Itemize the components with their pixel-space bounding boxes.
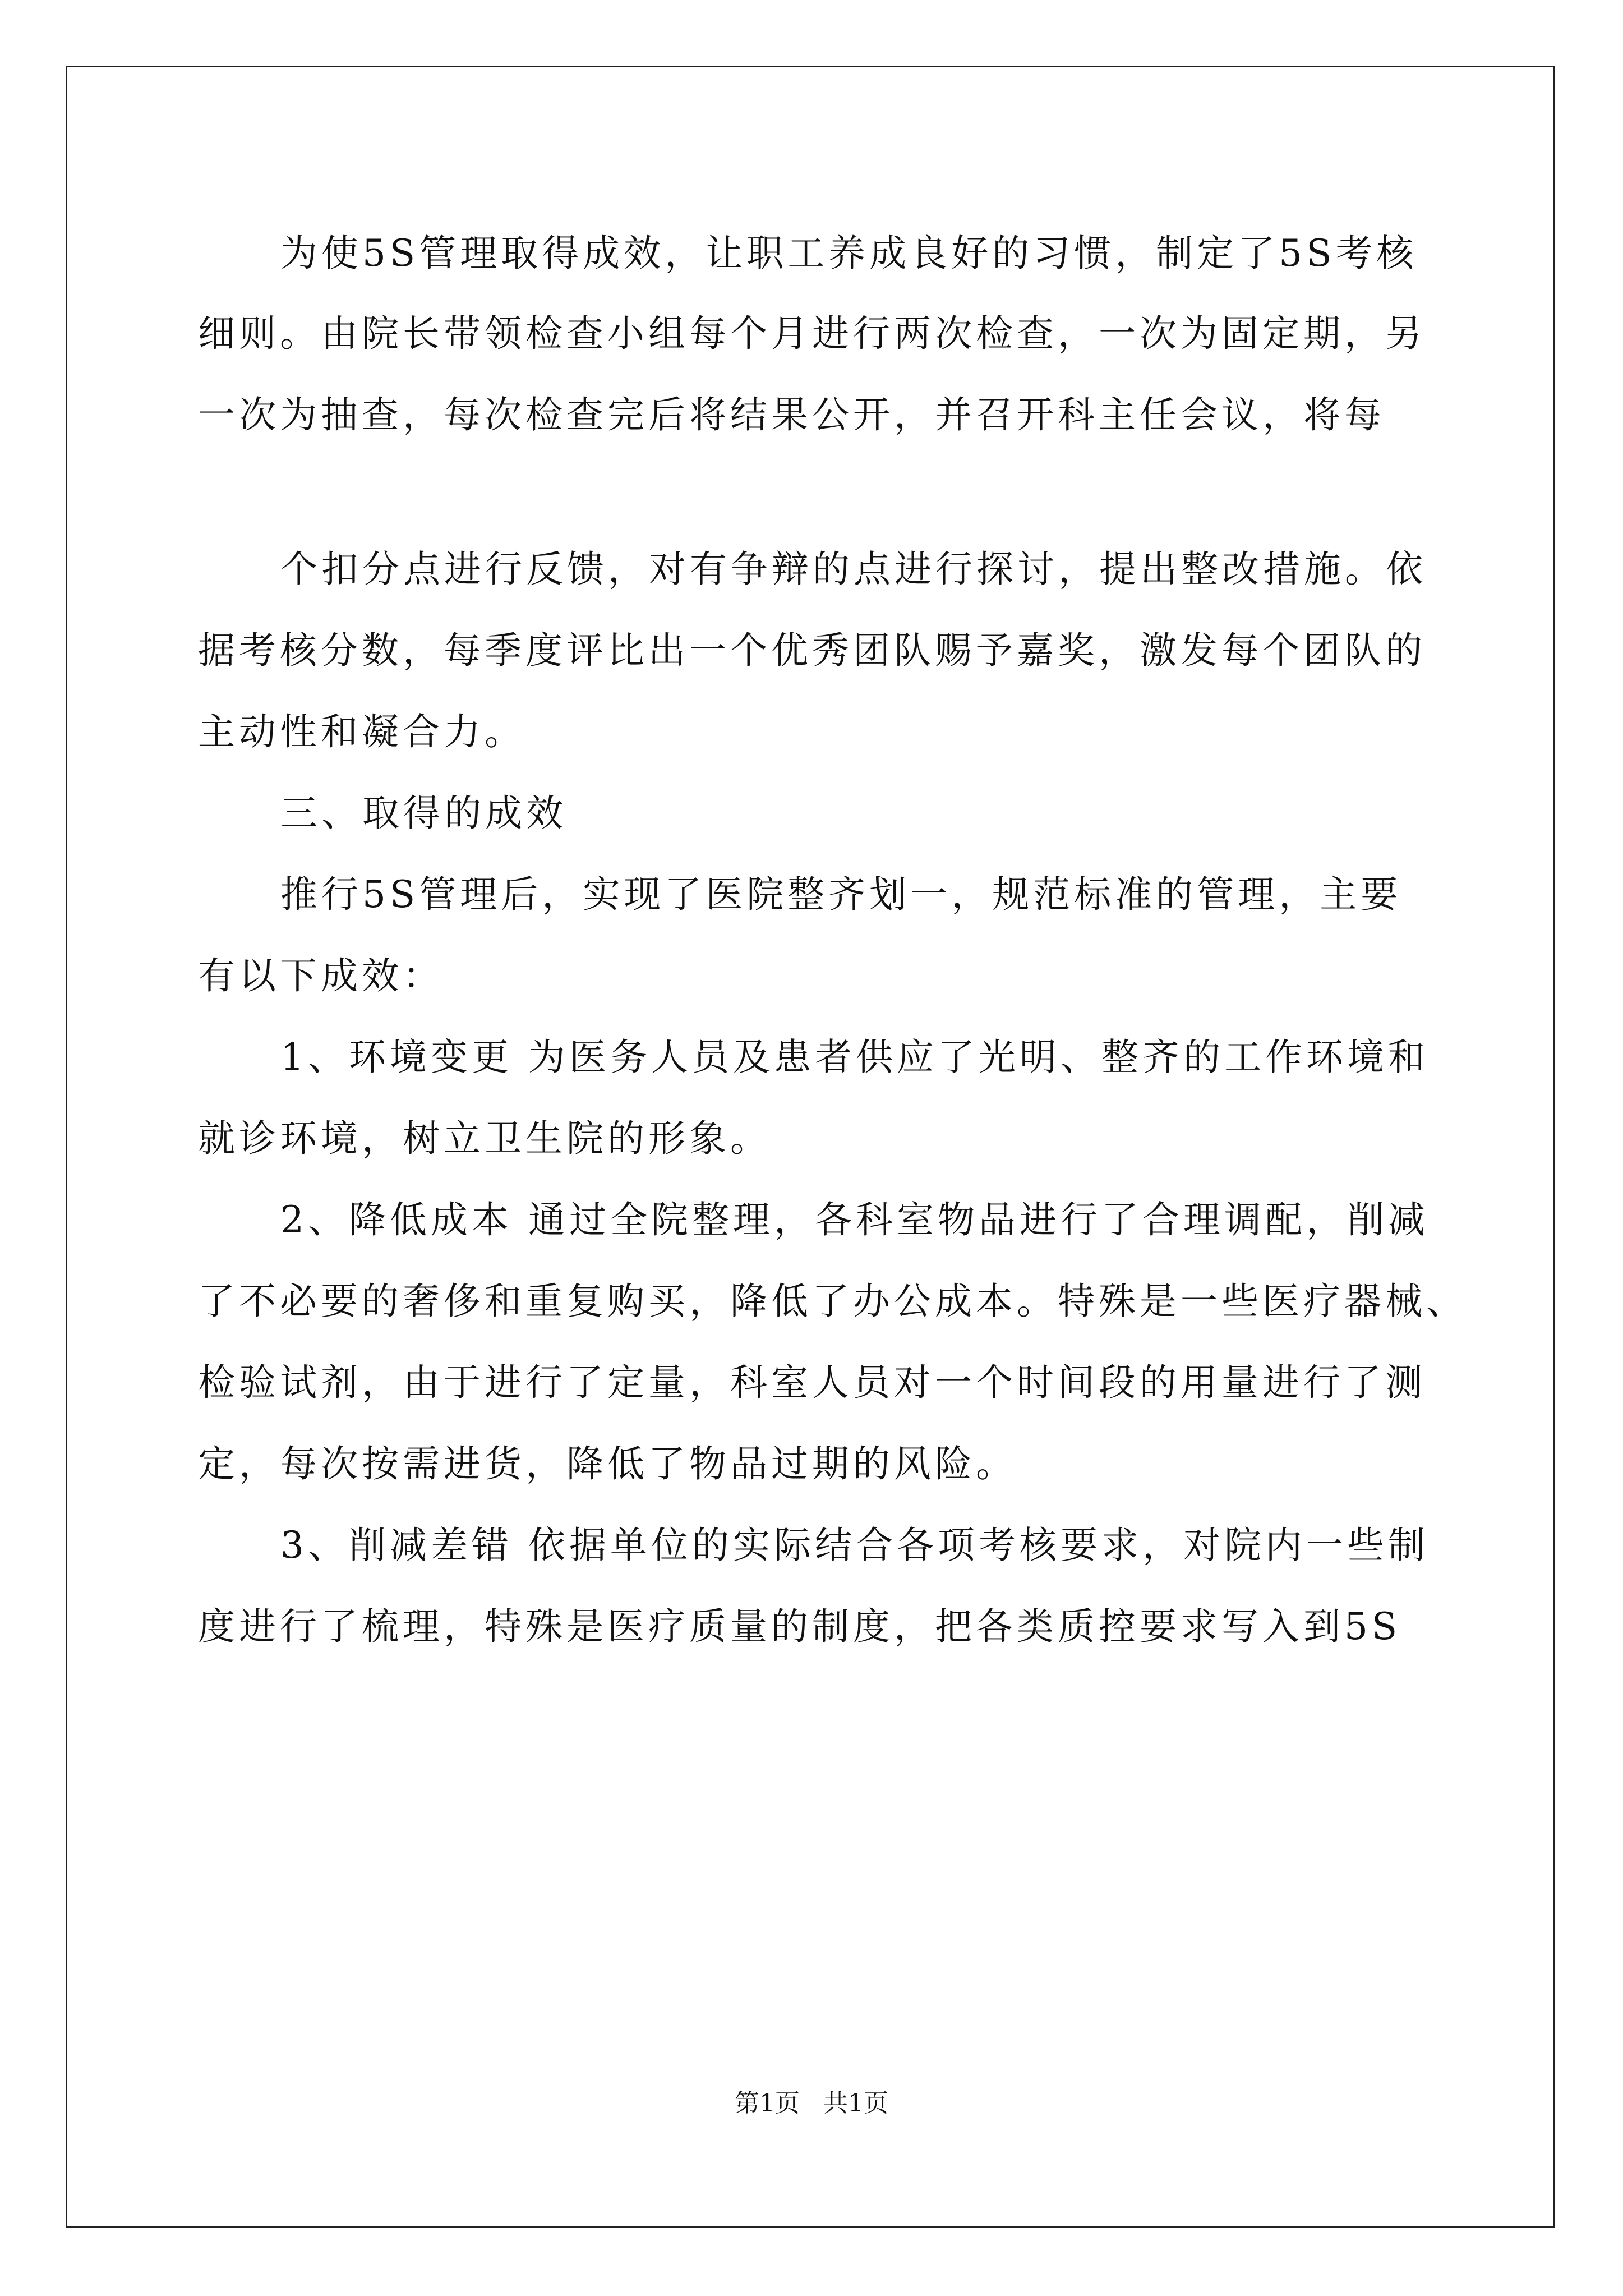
- text-line: 了不必要的奢侈和重复购买，降低了办公成本。特殊是一些医疗器械、: [198, 1280, 1467, 1323]
- text-line: 为使5S管理取得成效，让职工养成良好的习惯，制定了5S考核: [280, 232, 1418, 275]
- text-line: 推行5S管理后，实现了医院整齐划一，规范标准的管理，主要: [280, 873, 1402, 916]
- text-line: 细则。由院长带领检查小组每个月进行两次检查，一次为固定期，另: [198, 312, 1426, 355]
- text-line: 2、降低成本 通过全院整理，各科室物品进行了合理调配，削减: [280, 1198, 1429, 1241]
- text-line: 定，每次按需进货，降低了物品过期的风险。: [198, 1442, 1017, 1485]
- text-line: 检验试剂，由于进行了定量，科室人员对一个时间段的用量进行了测: [198, 1361, 1426, 1404]
- text-line: 有以下成效：: [198, 954, 444, 997]
- section-heading: 三、取得的成效: [280, 792, 567, 835]
- text-line: 个扣分点进行反馈，对有争辩的点进行探讨，提出整改措施。依: [280, 547, 1427, 591]
- text-line: 1、环境变更 为医务人员及患者供应了光明、整齐的工作环境和: [280, 1036, 1429, 1079]
- text-line: 一次为抽查，每次检查完后将结果公开，并召开科主任会议，将每: [198, 393, 1385, 436]
- text-line: 3、削减差错 依据单位的实际结合各项考核要求，对院内一些制: [280, 1524, 1429, 1567]
- text-line: 度进行了梳理，特殊是医疗质量的制度，把各类质控要求写入到5S: [198, 1605, 1401, 1648]
- text-line: 据考核分数，每季度评比出一个优秀团队赐予嘉奖，激发每个团队的: [198, 629, 1426, 672]
- page-footer: 第1页 共1页: [735, 2089, 888, 2118]
- text-line: 就诊环境，树立卫生院的形象。: [198, 1117, 771, 1160]
- text-line: 主动性和凝合力。: [198, 710, 525, 753]
